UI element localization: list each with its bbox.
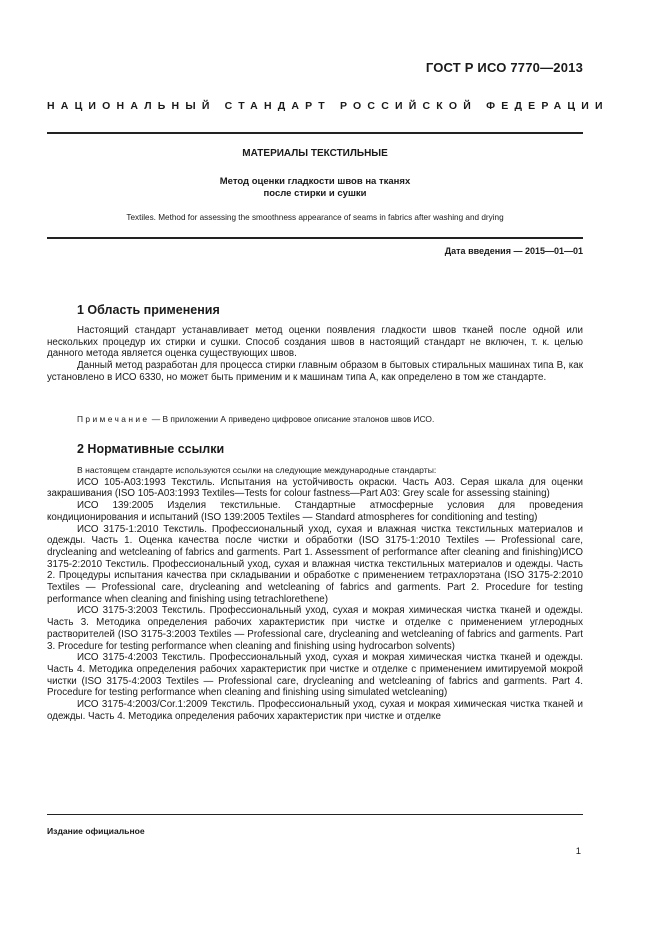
- introduction-date: Дата введения — 2015—01—01: [444, 246, 583, 256]
- section-1-body: [47, 325, 583, 384]
- section-1-note: [47, 414, 583, 424]
- note-label: Примечание: [77, 414, 150, 424]
- note-text: — В приложении А приведено цифровое описание эталонов швов ИСО.: [149, 414, 435, 424]
- reference-item: ИСО 3175-3:2003 Текстиль. Профессиональный уход, сухая и мокрая химическая чистка тканей и одежды. Часть 3. Методика определения рабочих характеристик при чистке и отделке с применением углеродных растворителей (ISO 3175-3:2003 Textiles — Professional care, drycleaning and wetcleaning of fabrics and garments. Part 3. Procedure for testing performance when cleaning and finishing using hydrocarbon solvents): [47, 605, 583, 652]
- official-edition-label: Издание официальное: [47, 826, 145, 836]
- reference-item: ИСО 3175-4:2003 Текстиль. Профессиональный уход, сухая и мокрая химическая чистка тканей и одежды. Часть 4. Методика определения рабочих характеристик при чистке и отделке с применением имитируемой мокрой чистки (ISO 3175-4:2003 Textiles — Professional care, drycleaning and wetcleaning of fabrics and garments. Part 4. Procedure for testing performance when cleaning and finishing using simulated wetcleaning): [47, 652, 583, 699]
- subtitle-line-2: после стирки и сушки: [263, 188, 367, 199]
- page-number: 1: [575, 846, 581, 857]
- header-divider: [47, 132, 583, 134]
- document-title: МАТЕРИАЛЫ ТЕКСТИЛЬНЫЕ: [242, 148, 388, 159]
- section-2-intro: В настоящем стандарте используются ссылки на следующие международные стандарты:: [77, 465, 437, 475]
- reference-item: ИСО 3175-4:2003/Cor.1:2009 Текстиль. Профессиональный уход, сухая и мокрая химическая чистка тканей и одежды. Часть 4. Методика определения рабочих характеристик при чистке и отделке: [47, 699, 583, 722]
- reference-item: ИСО 105-А03:1993 Текстиль. Испытания на устойчивость окраски. Часть А03. Серая шкала для оценки закрашивания (ISO 105-A03:1993 Textiles—Tests for colour fastness—Part A03: Grey scale for assessing staining): [47, 476, 583, 500]
- english-title: Textiles. Method for assessing the smoothness appearance of seams in fabrics after washing and drying: [126, 213, 504, 222]
- reference-item: ИСО 139:2005 Изделия текстильные. Стандартные атмосферные условия для проведения кондиционирования и испытаний (ISO 139:2005 Textiles — Standard atmospheres for conditioning and testing): [47, 500, 583, 523]
- document-code: ГОСТ Р ИСО 7770—2013: [425, 60, 583, 75]
- section-1-paragraph: Данный метод разработан для процесса стирки главным образом в бытовых стиральных машинах типа В, как установлено в ИСО 6330, но может быть применим и к машинам типа А, как определено в том же стандарте.: [47, 360, 583, 383]
- reference-item: ИСО 3175-1:2010 Текстиль. Профессиональный уход, сухая и влажная чистка текстильных материалов и одежды. Часть 1. Оценка качества после чистки и обработки (ISO 3175-1:2010 Textiles — Professional care, drycleaning and wetcleaning of fabrics and garments. Part 1. Assessment of performance after cleaning and finishing)ИСО 3175-2:2010 Текстиль. Профессиональный уход, сухая и влажная чистка текстильных материалов и одежды. Часть 2. Процедуры испытания качества при складывании и обработке с применением тетрахлорэтана (ISO 3175-2:2010 Textiles — Professional care, drycleaning and wetcleaning of fabrics and garments. Part 2. Procedure for testing performance when cleaning and finishing using tetrachlorethene): [47, 523, 583, 605]
- section-2-body: [47, 465, 583, 722]
- section-1-heading: 1 Область применения: [77, 303, 220, 317]
- subtitle-line-1: Метод оценки гладкости швов на тканях: [219, 176, 411, 187]
- section-1-paragraph: Настоящий стандарт устанавливает метод оценки появления гладкости швов тканей после одной или нескольких процедур их стирки и сушки. Способ создания швов в настоящий стандарт не включен, т. к. целью данного метода является оценка существующих швов.: [47, 325, 583, 360]
- national-standard-banner: НАЦИОНАЛЬНЫЙ СТАНДАРТ РОССИЙСКОЙ ФЕДЕРАЦИИ: [47, 100, 609, 112]
- document-subtitle: [47, 176, 583, 200]
- footer-divider: [47, 814, 583, 815]
- title-divider: [47, 237, 583, 239]
- section-2-heading: 2 Нормативные ссылки: [77, 442, 225, 456]
